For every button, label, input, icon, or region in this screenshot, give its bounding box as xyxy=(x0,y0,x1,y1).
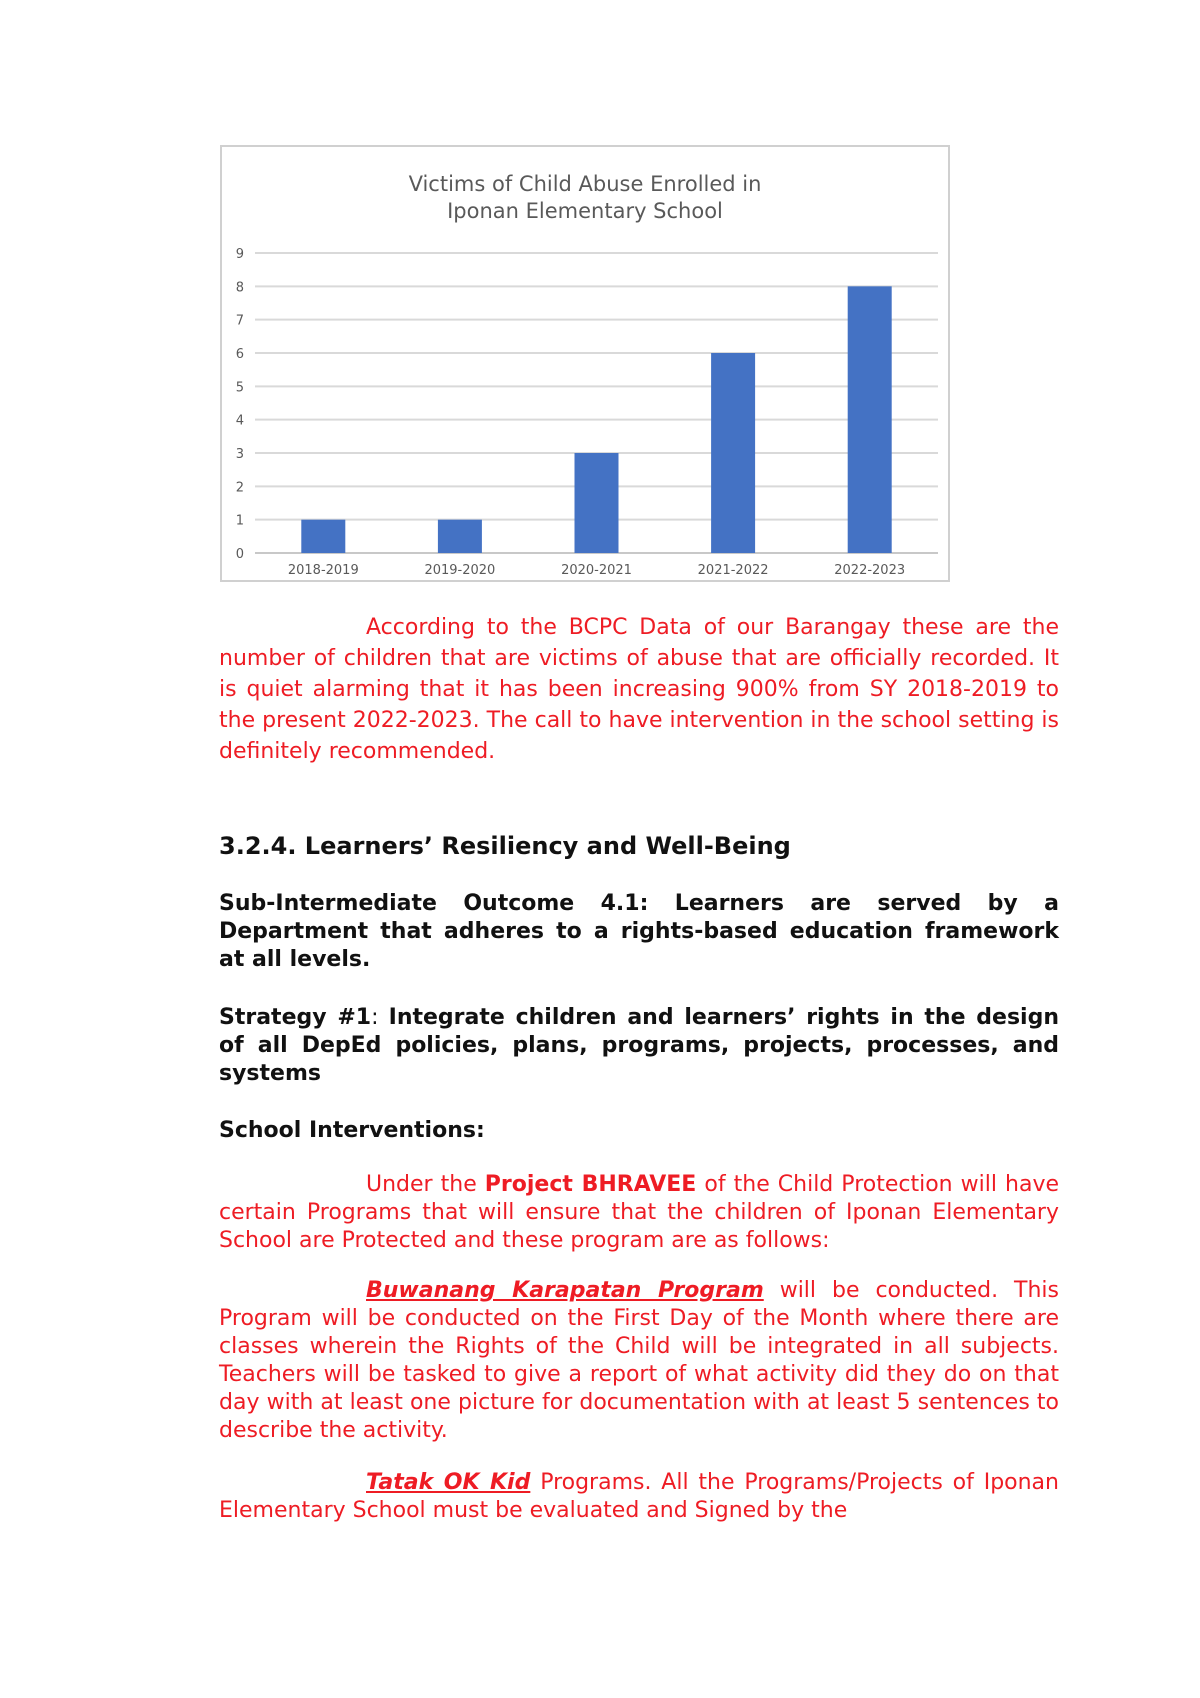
bar xyxy=(575,453,619,553)
buwanang-paragraph xyxy=(219,1277,1059,1445)
sub-intermediate-outcome: Sub-Intermediate Outcome 4.1: Learners are served by a Department that adheres to a rights-based education framework at all levels. xyxy=(219,891,1059,972)
tatak-text: Programs. All the Programs/Projects of Iponan Elementary School must be evaluated and Signed by the xyxy=(219,1470,1059,1523)
strategy-text: Integrate children and learners’ rights in the design of all DepEd policies, plans, programs, projects, processes, and systems xyxy=(219,1005,1059,1086)
y-tick-label: 0 xyxy=(235,547,244,562)
y-tick-label: 9 xyxy=(235,247,244,262)
buwanang-text: will be conducted. This Program will be conducted on the First Day of the Month where there are classes wherein the Rights of the Child will be integrated in all subjects. Teachers will be tasked to give a report of what activity did they do on that day with at least one picture for documentation with at least 5 sentences to describe the activity. xyxy=(219,1278,1059,1443)
project-before: Under the xyxy=(366,1172,485,1197)
y-tick-label: 8 xyxy=(235,280,244,296)
buwanang-program-name: Buwanang Karapatan Program xyxy=(366,1278,764,1303)
bar-chart xyxy=(220,145,950,582)
project-paragraph xyxy=(219,1171,1059,1255)
bar xyxy=(438,520,482,553)
bar xyxy=(301,520,345,553)
project-after: of the Child Protection will have certain Programs that will ensure that the children of Iponan Elementary School are Protected and these program are as follows: xyxy=(219,1172,1059,1253)
project-name: Project BHRAVEE xyxy=(484,1172,697,1197)
x-tick-label: 2022-2023 xyxy=(834,563,906,578)
x-tick-label: 2018-2019 xyxy=(287,563,359,578)
tatak-paragraph xyxy=(219,1469,1059,1525)
x-tick-label: 2021-2022 xyxy=(697,563,769,578)
school-interventions-heading: School Interventions: xyxy=(219,1118,485,1143)
y-tick-label: 7 xyxy=(235,313,244,329)
chart-title-line-2: Iponan Elementary School xyxy=(447,199,723,223)
strategy-paragraph xyxy=(219,1004,1059,1088)
chart-title-line-1: Victims of Child Abuse Enrolled in xyxy=(408,172,762,196)
strategy-label: Strategy #1 xyxy=(219,1005,372,1030)
y-tick-label: 6 xyxy=(235,347,244,362)
bar xyxy=(711,353,755,553)
y-tick-label: 4 xyxy=(235,413,244,429)
x-tick-label: 2019-2020 xyxy=(424,563,496,578)
x-tick-label: 2020-2021 xyxy=(561,563,632,578)
chart-plot xyxy=(222,147,948,580)
y-tick-label: 1 xyxy=(235,513,244,529)
y-tick-label: 3 xyxy=(235,447,244,462)
bcpc-paragraph: According to the BCPC Data of our Barangay these are the number of children that are victims of abuse that are officially recorded. It is quiet alarming that it has been increasing 900% from SY 2018-2019 to the present 2022-2023. The call to have intervention in the school setting is definitely recommended. xyxy=(219,615,1059,764)
strategy-colon: : xyxy=(371,1005,389,1030)
bar xyxy=(848,286,892,553)
y-tick-label: 2 xyxy=(235,480,244,496)
y-tick-label: 5 xyxy=(235,380,244,396)
tatak-program-name: Tatak OK Kid xyxy=(366,1470,531,1495)
section-heading: 3.2.4. Learners’ Resiliency and Well-Being xyxy=(219,832,791,860)
